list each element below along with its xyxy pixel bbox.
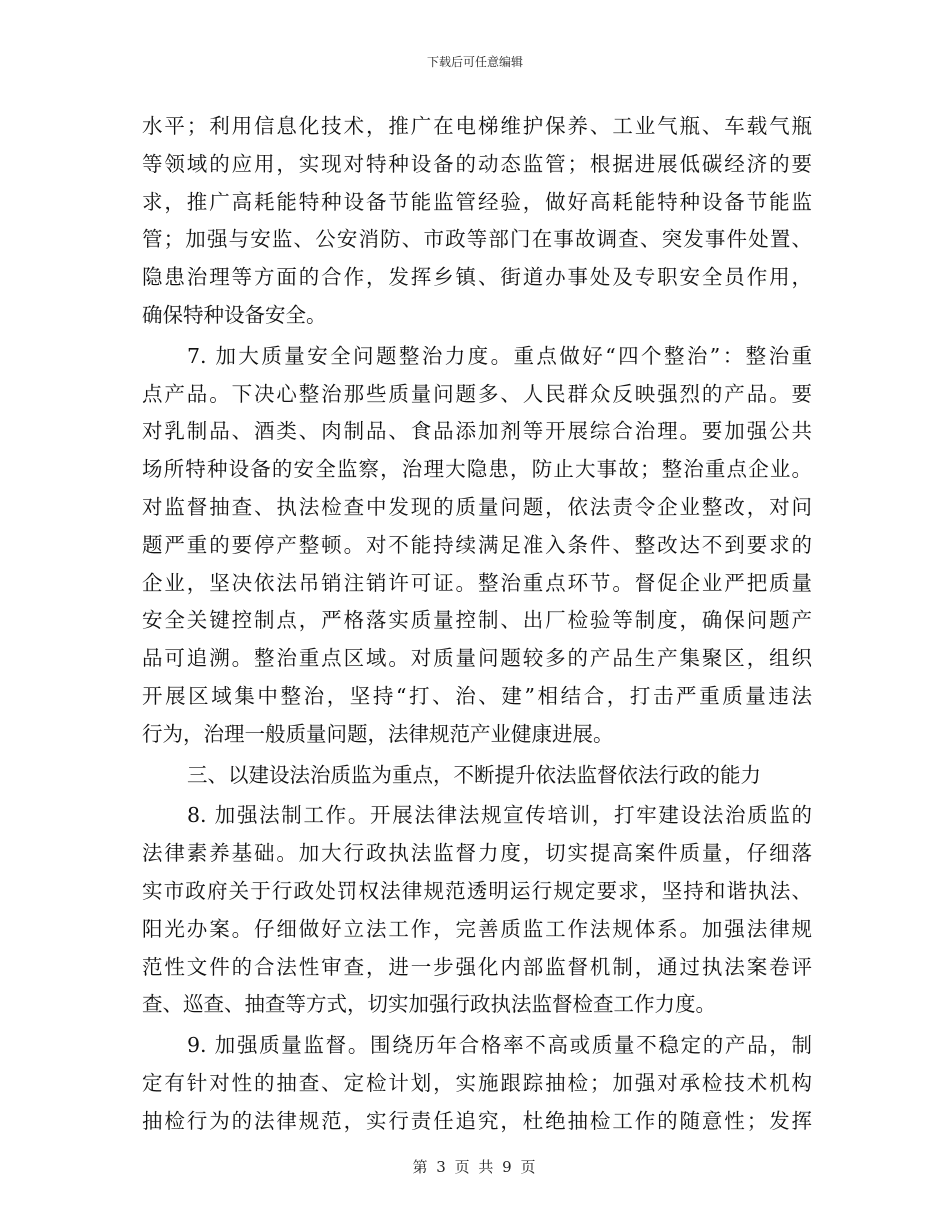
text-line: 题严重的要停产整顿。对不能持续满足准入条件、整改达不到要求的: [142, 532, 812, 557]
text-line: 范性文件的合法性审查，进一步强化内部监督机制，通过执法案卷评: [142, 954, 812, 979]
text-line: 安全关键控制点，严格落实质量控制、出厂检验等制度，确保问题产: [142, 608, 812, 633]
text-line: 定有针对性的抽查、定检计划，实施跟踪抽检；加强对承检技术机构: [142, 1070, 812, 1095]
section-heading: [142, 757, 812, 795]
text-line: 8. 加强法制工作。开展法律法规宣传培训，打牢建设法治质监的: [187, 803, 812, 828]
text-line: 法律素养基础。加大行政执法监督力度，切实提高案件质量，仔细落: [142, 841, 812, 866]
text-line: 隐患治理等方面的合作，发挥乡镇、街道办事处及专职安全员作用，: [142, 265, 812, 290]
paragraph: [142, 797, 812, 1024]
text-line: 对乳制品、酒类、肉制品、食品添加剂等开展综合治理。要加强公共: [142, 419, 812, 444]
text-line: 等领域的应用，实现对特种设备的动态监管；根据进展低碳经济的要: [142, 151, 812, 176]
text-line: 阳光办案。仔细做好立法工作，完善质监工作法规体系。加强法律规: [142, 916, 812, 941]
text-line: 9. 加强质量监督。围绕历年合格率不高或质量不稳定的产品，制: [187, 1033, 812, 1058]
paragraph: [142, 108, 812, 335]
text-line: 企业，坚决依法吊销注销许可证。整治重点环节。督促企业严把质量: [142, 570, 812, 595]
text-line: 开展区域集中整治，坚持“打、治、建”相结合，打击严重质量违法: [142, 683, 812, 708]
text-line: 求，推广高耗能特种设备节能监管经验，做好高耗能特种设备节能监: [142, 189, 812, 214]
document-body: [142, 108, 812, 1141]
text-line: 点产品。下决心整治那些质量问题多、人民群众反映强烈的产品。要: [142, 381, 812, 406]
paragraph: [142, 1027, 812, 1140]
text-line: 行为，治理一般质量问题，法律规范产业健康进展。: [142, 721, 614, 746]
text-line: 场所特种设备的安全监察，治理大隐患，防止大事故；整治重点企业。: [142, 457, 812, 482]
text-line: 实市政府关于行政处罚权法律规范透明运行规定要求，坚持和谐执法、: [142, 878, 812, 903]
text-line: 7. 加大质量安全问题整治力度。重点做好“四个整治”：整治重: [187, 343, 812, 368]
paragraph: [142, 338, 812, 754]
text-line: 查、巡查、抽查等方式，切实加强行政执法监督检查工作力度。: [142, 992, 716, 1017]
text-line: 管；加强与安监、公安消防、市政等部门在事故调查、突发事件处置、: [142, 227, 812, 252]
text-line: 对监督抽查、执法检查中发现的质量问题，依法责令企业整改，对问: [142, 494, 812, 519]
text-line: 水平；利用信息化技术，推广在电梯维护保养、工业气瓶、车载气瓶: [142, 114, 812, 138]
text-line: 品可追溯。整治重点区域。对质量问题较多的产品生产集聚区，组织: [142, 646, 812, 671]
page-header: 下载后可任意编辑: [426, 55, 523, 69]
page-footer: 第 3 页 共 9 页: [412, 1158, 538, 1176]
text-line: 抽检行为的法律规范，实行责任追究，杜绝抽检工作的随意性；发挥: [142, 1108, 812, 1133]
text-line: 确保特种设备安全。: [142, 302, 327, 327]
text-line: 三、以建设法治质监为重点，不断提升依法监督依法行政的能力: [187, 762, 761, 787]
